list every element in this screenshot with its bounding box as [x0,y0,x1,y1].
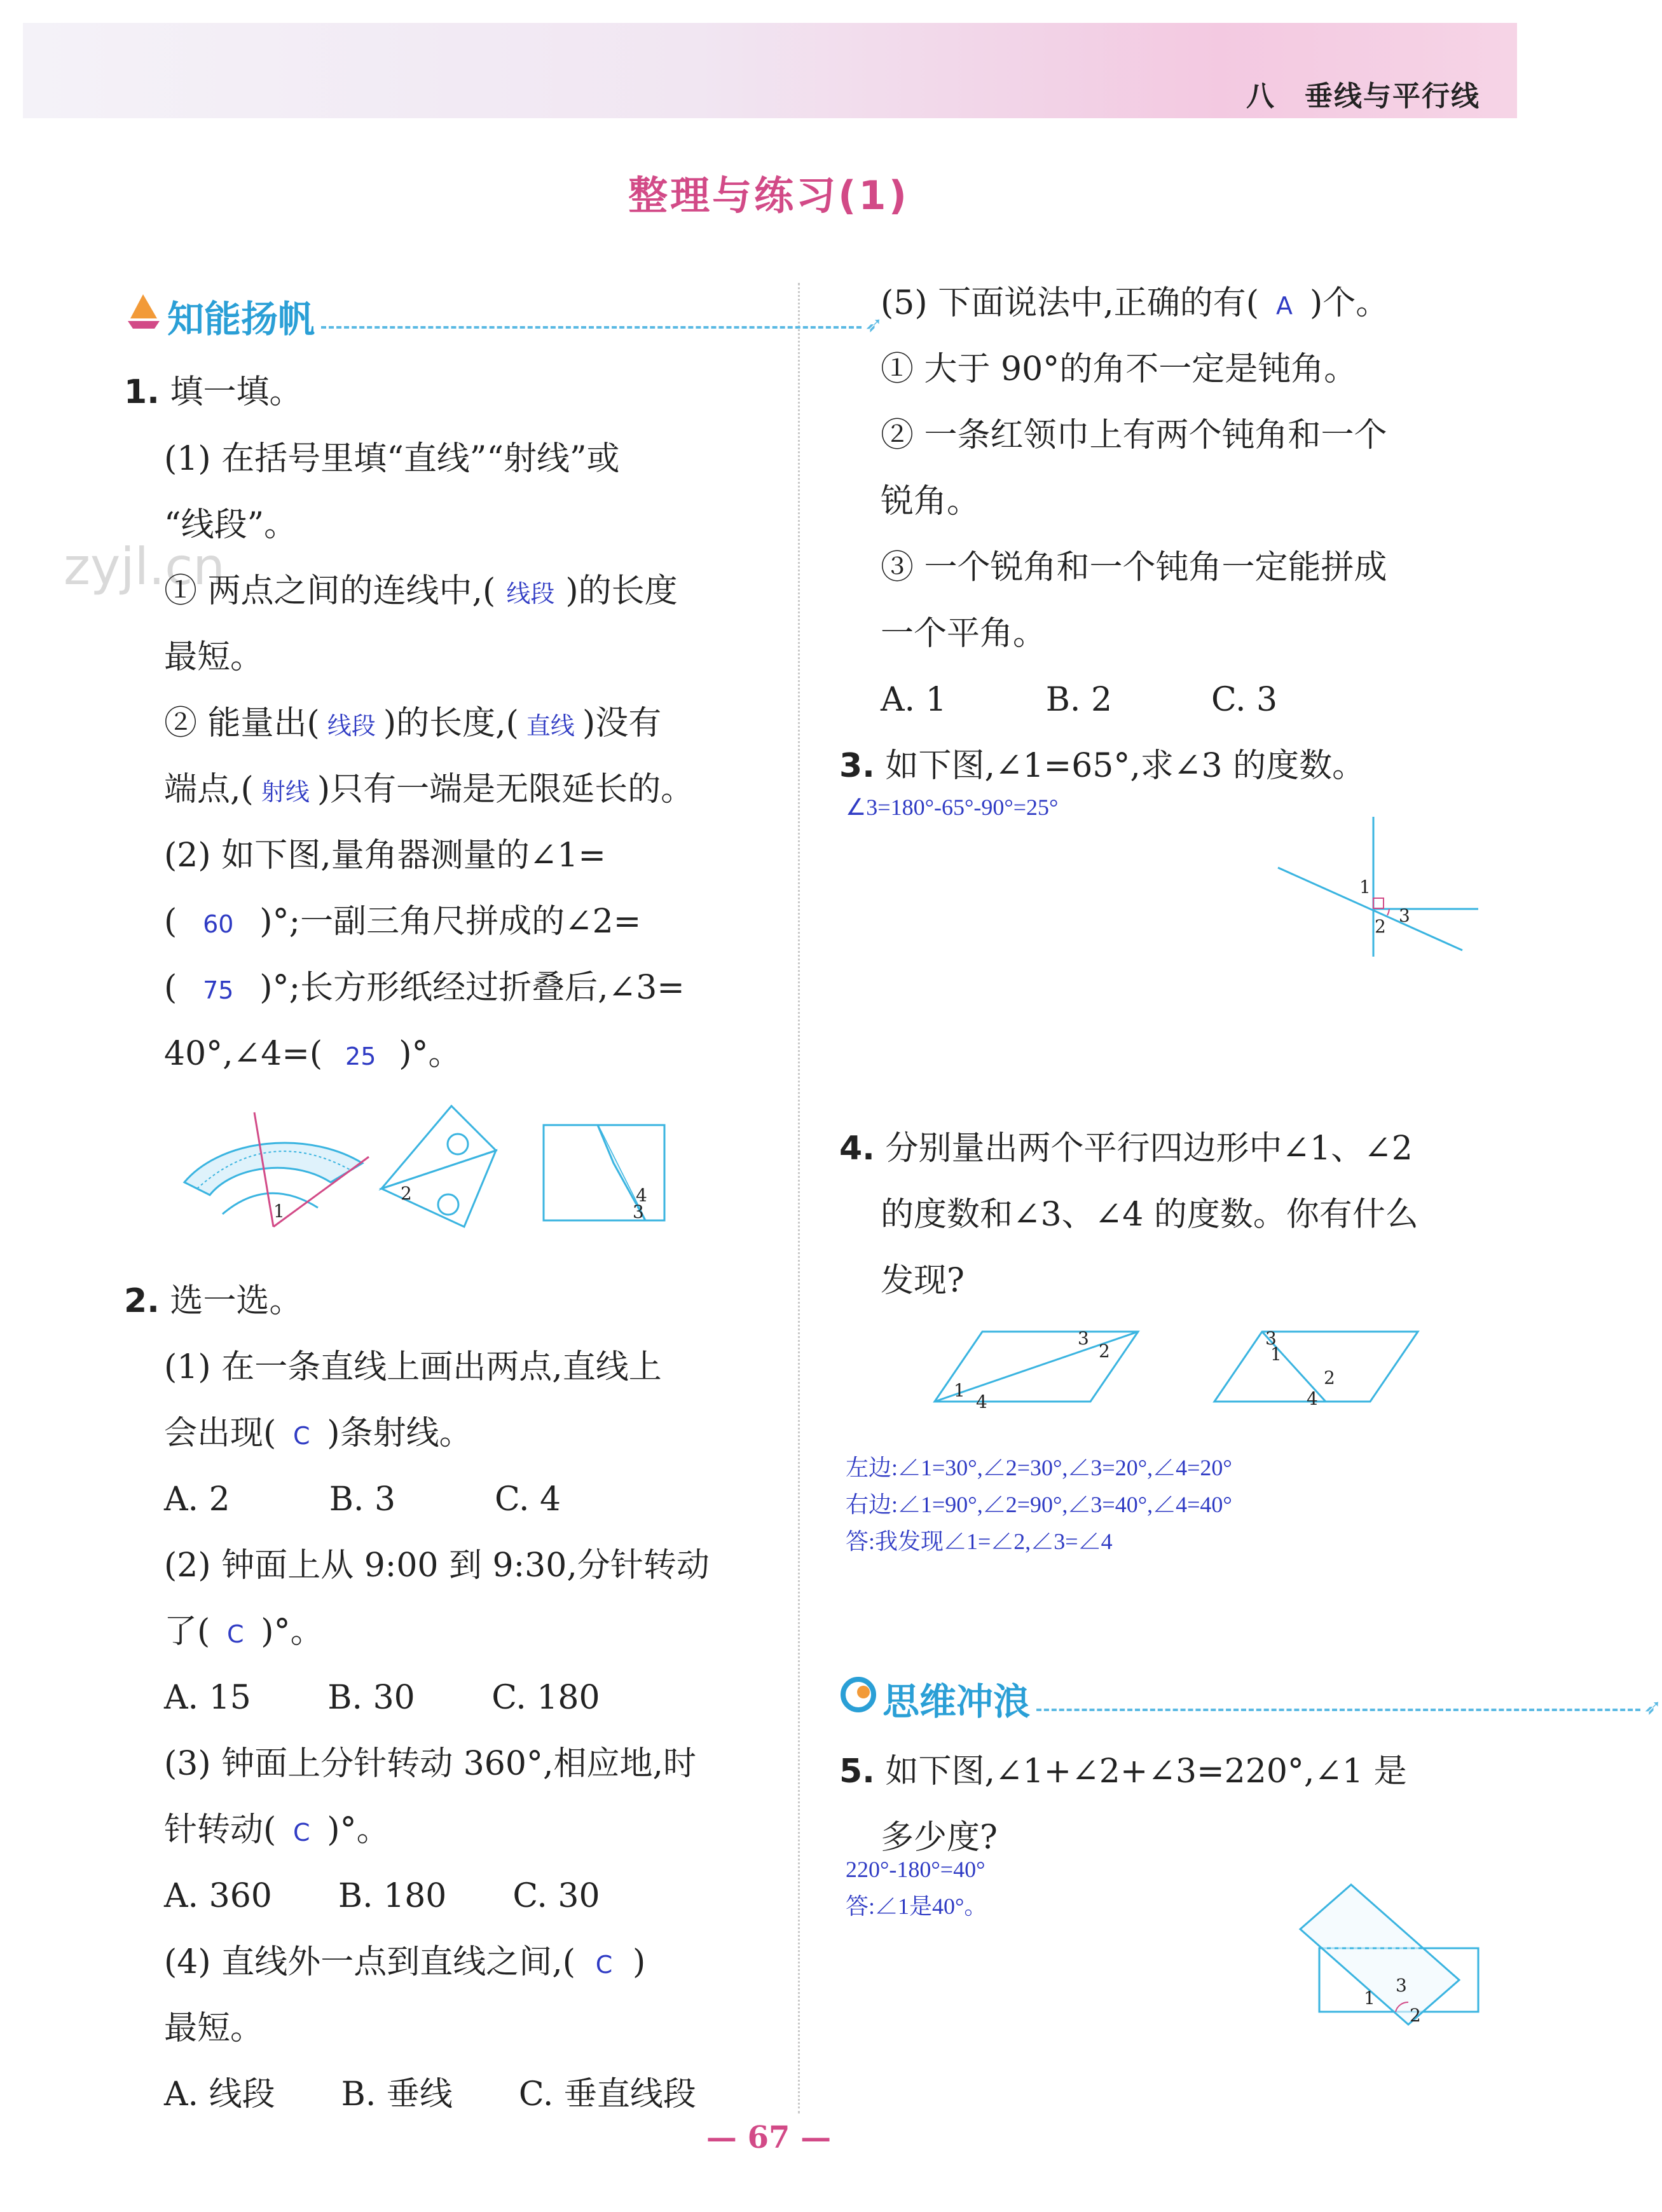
q2-s1-options: A. 2 B. 3 C. 4 [164,1480,561,1519]
svg-text:1: 1 [273,1201,285,1222]
answer-blank: 60 [203,910,234,938]
section-siwei-label: 思维冲浪 [883,1680,1031,1723]
answer-blank: 75 [203,976,234,1004]
answer-blank: 直线 [526,712,575,740]
q2-s5-statement2: ② 一条红领巾上有两个钝角和一个 [881,416,1387,454]
q4-stem-line1: 4. 分别量出两个平行四边形中∠1、∠2 [839,1130,1413,1168]
swoosh-icon: ➶ [1644,1695,1662,1720]
answer-blank: C [293,1819,310,1847]
q2-s5-options: A. 1 B. 2 C. 3 [881,681,1278,719]
q2-s3-line1: (3) 钟面上分针转动 360°,相应地,时 [164,1745,697,1783]
answer-blank: 25 [345,1042,376,1070]
svg-text:3: 3 [1265,1328,1277,1349]
svg-text:1: 1 [954,1380,965,1401]
q2-s4-line1: (4) 直线外一点到直线之间,( C ) [164,1929,645,1998]
answer-blank: 射线 [261,778,310,806]
svg-text:3: 3 [1396,1975,1407,1996]
q2-s5-statement2-cont: 锐角。 [881,482,980,521]
answer-blank: 线段 [506,580,555,608]
chapter-title: 八 垂线与平行线 [1246,80,1480,113]
answer-blank: A [1276,292,1293,320]
q2-s4-line2: 最短。 [164,2009,264,2047]
surf-icon [839,1676,877,1714]
svg-text:2: 2 [1410,2005,1421,2026]
q5-answer-line2: 答:∠1是40°。 [846,1894,987,1919]
q5-stem-line2: 多少度? [881,1819,998,1857]
q2-s5-statement3: ③ 一个锐角和一个钝角一定能拼成 [881,549,1387,587]
section-siwei-rule [1036,1709,1640,1711]
q1-p2-line1: (2) 如下图,量角器测量的∠1= [164,836,606,875]
q1-p1-line1: (1) 在括号里填“直线”“射线”或 [164,440,620,478]
q2-s2-line2: 了( C )°。 [164,1599,324,1667]
triangle-rulers-figure [381,1106,496,1227]
q1-figures [178,1100,877,1246]
q4-figures [935,1325,1443,1414]
parallelogram-right [1214,1328,1418,1409]
svg-text:2: 2 [1324,1367,1335,1388]
q2-s5-line1: (5) 下面说法中,正确的有( A )个。 [881,270,1389,339]
svg-text:1: 1 [1364,1988,1375,2009]
section-zhineng-label: 知能扬帆 [167,297,315,341]
q4-stem-line2: 的度数和∠3、∠4 的度数。你有什么 [881,1196,1418,1234]
q1-p1-item2-cont: 端点,( 射线 )只有一端是无限延长的。 [164,756,694,825]
svg-text:3: 3 [633,1201,644,1222]
answer-blank: C [595,1951,613,1979]
q1-p1-line2: “线段”。 [164,506,298,544]
q2-s3-options: A. 360 B. 180 C. 30 [164,1877,600,1915]
q3-handwritten-answer: ∠3=180°-65°-90°=25° [846,795,1059,820]
q5-answer-line1: 220°-180°=40° [846,1857,986,1882]
answer-blank: C [227,1620,244,1648]
q1-p2-line3: ( 75 )°;长方形纸经过折叠后,∠3= [164,955,685,1023]
svg-text:4: 4 [1307,1388,1318,1409]
page-title: 整理与练习(1) [628,172,909,219]
q2-s2-options: A. 15 B. 30 C. 180 [164,1679,600,1717]
svg-text:3: 3 [1078,1328,1089,1349]
svg-text:2: 2 [401,1183,412,1204]
svg-text:1: 1 [1270,1344,1282,1365]
svg-text:4: 4 [976,1391,987,1412]
watermark: zyjl.cn [64,537,225,596]
q4-answer-right: 右边:∠1=90°,∠2=90°,∠3=40°,∠4=40° [846,1492,1232,1517]
q3-figure [1278,817,1481,957]
q2-s5-statement1: ① 大于 90°的角不一定是钝角。 [881,350,1357,388]
q4-answer-left: 左边:∠1=30°,∠2=30°,∠3=20°,∠4=20° [846,1455,1232,1480]
q2-stem: 2. 选一选。 [124,1282,303,1320]
q2-s1-line2: 会出现( C )条射线。 [164,1400,472,1469]
q5-stem-line1: 5. 如下图,∠1+∠2+∠3=220°,∠1 是 [839,1752,1407,1791]
svg-text:2: 2 [1099,1341,1110,1362]
folded-paper-figure [544,1125,664,1222]
q4-answer-conclusion: 答:我发现∠1=∠2,∠3=∠4 [846,1529,1113,1554]
answer-blank: 线段 [327,712,376,740]
q2-s4-options: A. 线段 B. 垂线 C. 垂直线段 [164,2075,696,2113]
section-zhineng-rule [321,326,862,329]
sail-icon [124,293,162,331]
page-number: — 67 — [706,2120,832,2155]
q3-stem: 3. 如下图,∠1=65°,求∠3 的度数。 [839,747,1366,785]
q1-p1-item2: ② 能量出( 线段 )的长度,( 直线 )没有 [164,690,661,759]
svg-text:3: 3 [1399,905,1410,926]
q2-s1-line1: (1) 在一条直线上画出两点,直线上 [164,1348,662,1386]
answer-blank: C [293,1422,310,1450]
svg-text:1: 1 [1359,877,1371,898]
svg-text:2: 2 [1375,916,1386,937]
q4-stem-line3: 发现? [881,1262,965,1300]
q2-s2-line1: (2) 钟面上从 9:00 到 9:30,分针转动 [164,1546,710,1585]
protractor-figure [184,1112,369,1227]
q2-s5-statement3-cont: 一个平角。 [881,615,1047,653]
q1-p2-line2: ( 60 )°;一副三角尺拼成的∠2= [164,889,641,957]
q1-p2-line4: 40°,∠4=( 25 )°。 [164,1021,462,1089]
parallelogram-left [935,1328,1138,1412]
q1-p1-item1: ① 两点之间的连线中,( 线段 )的长度 [164,558,678,627]
svg-text:4: 4 [636,1185,647,1206]
q1-stem: 1. 填一填。 [124,373,303,411]
q1-p1-item1-cont: 最短。 [164,638,264,676]
q5-figure [1300,1885,1485,2031]
q2-s3-line2: 针转动( C )°。 [164,1797,390,1866]
swoosh-icon: ➶ [865,312,883,338]
